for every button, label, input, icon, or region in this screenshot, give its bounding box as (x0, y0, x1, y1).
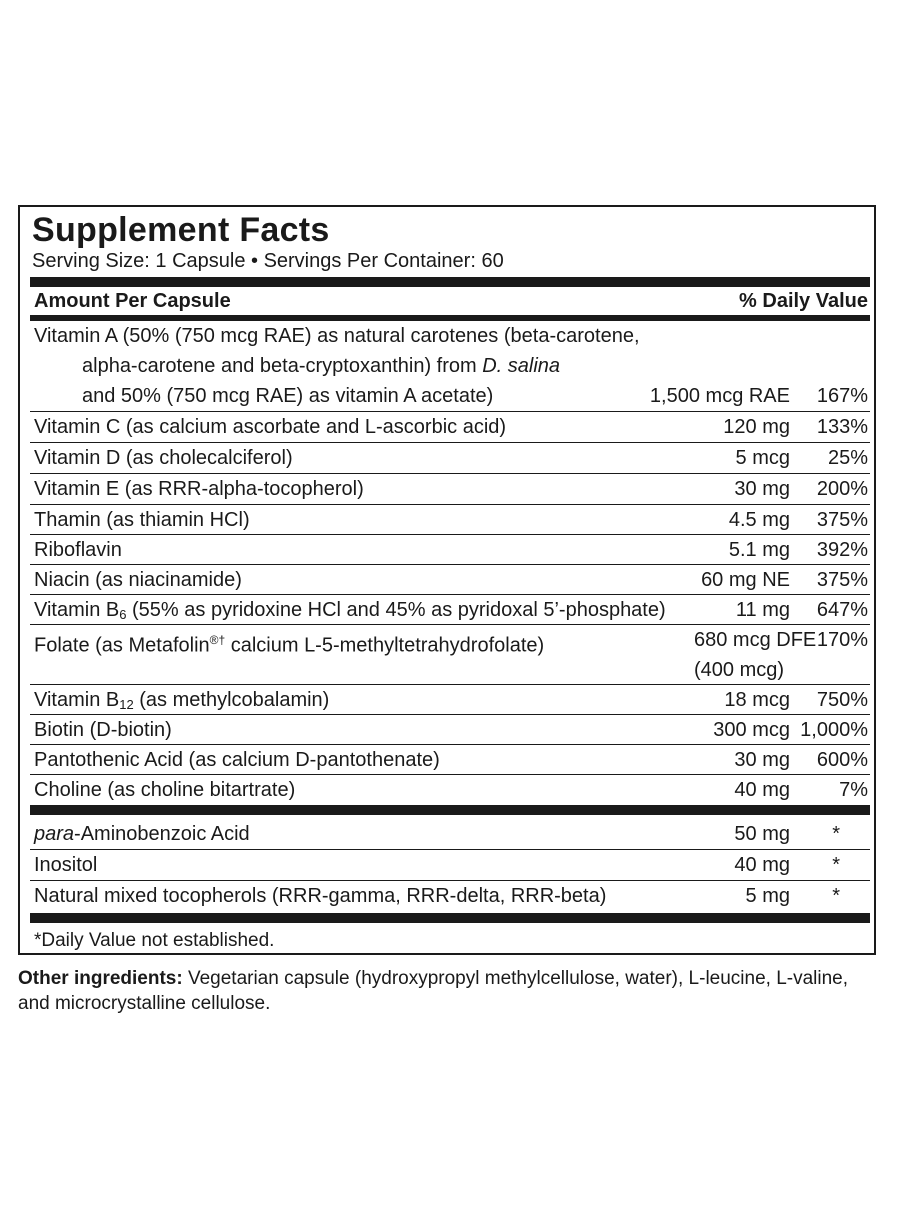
nutrient-name: Inositol (34, 854, 98, 876)
nutrient-dv: 170% (816, 629, 868, 651)
supplement-facts-panel (18, 205, 876, 955)
nutrient-amount: 120 mg (723, 416, 790, 438)
nutrient-amount: 60 mg NE (701, 569, 790, 591)
nutrient-dv: 200% (816, 478, 868, 500)
nutrient-dv: * (832, 885, 840, 907)
nutrient-amount: 40 mg (734, 854, 790, 876)
serving-info: Serving Size: 1 Capsule • Servings Per Container: 60 (32, 250, 504, 272)
panel-title: Supplement Facts (32, 211, 330, 249)
other-ingredients-label: Other ingredients: (18, 968, 183, 989)
nutrient-amount: 5 mcg (735, 447, 790, 469)
other-ingredients (18, 966, 878, 1016)
nutrient-amount: 4.5 mg (728, 509, 790, 531)
thick-divider (30, 277, 870, 287)
nutrient-row-vitamin-a (34, 321, 868, 411)
nutrient-dv: * (832, 854, 840, 876)
nutrient-name: Niacin (as niacinamide) (34, 569, 242, 591)
nutrient-amount: 680 mcg DFE (400 mcg) (694, 629, 817, 681)
nutrient-amount: 30 mg (734, 478, 790, 500)
nutrient-amount: 18 mcg (724, 689, 790, 711)
nutrient-dv: 375% (816, 569, 868, 591)
nutrient-dv: 133% (816, 416, 868, 438)
nutrient-dv: 392% (816, 539, 868, 561)
nutrient-name: Natural mixed tocopherols (RRR-gamma, RRR-delta, RRR-beta) (34, 885, 607, 907)
nutrient-amount: 1,500 mcg RAE (649, 385, 790, 407)
nutrient-dv: 25% (827, 447, 868, 469)
nutrient-name: Vitamin $B_{12}$ (as methylcobalamin) (34, 689, 330, 712)
nutrient-name: Vitamin C (as calcium ascorbate and L-ascorbic acid) (34, 416, 507, 438)
nutrient-dv: 600% (816, 749, 868, 771)
nutrient-dv: 167% (816, 385, 868, 407)
thick-divider (30, 805, 870, 815)
nutrient-amount: 11 mg (735, 599, 790, 621)
nutrient-amount: 40 mg (734, 779, 790, 801)
nutrient-name: Riboflavin (34, 539, 122, 561)
nutrient-dv: 7% (839, 779, 868, 801)
column-header (34, 287, 868, 315)
nutrient-dv: 1,000% (800, 719, 868, 741)
nutrient-amount: 300 mcg (713, 719, 790, 741)
thick-divider (30, 913, 870, 923)
nutrient-name: Choline (as choline bitartrate) (34, 779, 296, 801)
nutrient-name: Folate (as Metafolin®† calcium L-5-methyltetrahydrofolate) (34, 633, 545, 657)
footnote: *Daily Value not established. (34, 930, 275, 951)
nutrient-name: para-Aminobenzoic Acid (34, 823, 250, 845)
nutrient-amount: 50 mg (734, 823, 790, 845)
nutrient-row-folate (34, 625, 868, 685)
amount-header: Amount Per Capsule (34, 290, 231, 312)
nutrient-name: Vitamin D (as cholecalciferol) (34, 447, 293, 469)
nutrient-name: Pantothenic Acid (as calcium D-pantothenate) (34, 749, 440, 771)
nutrient-amount: 5.1 mg (728, 539, 790, 561)
nutrient-name: Thamin (as thiamin HCl) (34, 509, 250, 531)
nutrient-dv: 750% (816, 689, 868, 711)
nutrient-name: Vitamin $B_6$ (55% as pyridoxine HCl and 45% as pyridoxal 5’-phosphate) (34, 599, 666, 622)
nutrient-dv: 647% (816, 599, 868, 621)
nutrient-dv: * (832, 823, 840, 845)
nutrient-name: Vitamin E (as RRR-alpha-tocopherol) (34, 478, 364, 500)
other-ingredients-text: Vegetarian capsule (hydroxypropyl methylcellulose, water), L-leucine, L-valine, and microcrystalline cellulose. (18, 968, 849, 1014)
nutrient-name: Biotin (D-biotin) (34, 719, 172, 741)
dv-header: % Daily Value (739, 290, 868, 312)
nutrient-amount: 30 mg (734, 749, 790, 771)
nutrient-name: Vitamin A (50% (750 mcg RAE) as natural carotenes (beta-carotene, alpha-carotene and beta-cryptoxanthin) from D. salina and 50% (750 mcg RAE) as vitamin A acetate) (34, 325, 640, 407)
nutrient-dv: 375% (816, 509, 868, 531)
nutrient-amount: 5 mg (745, 885, 790, 907)
